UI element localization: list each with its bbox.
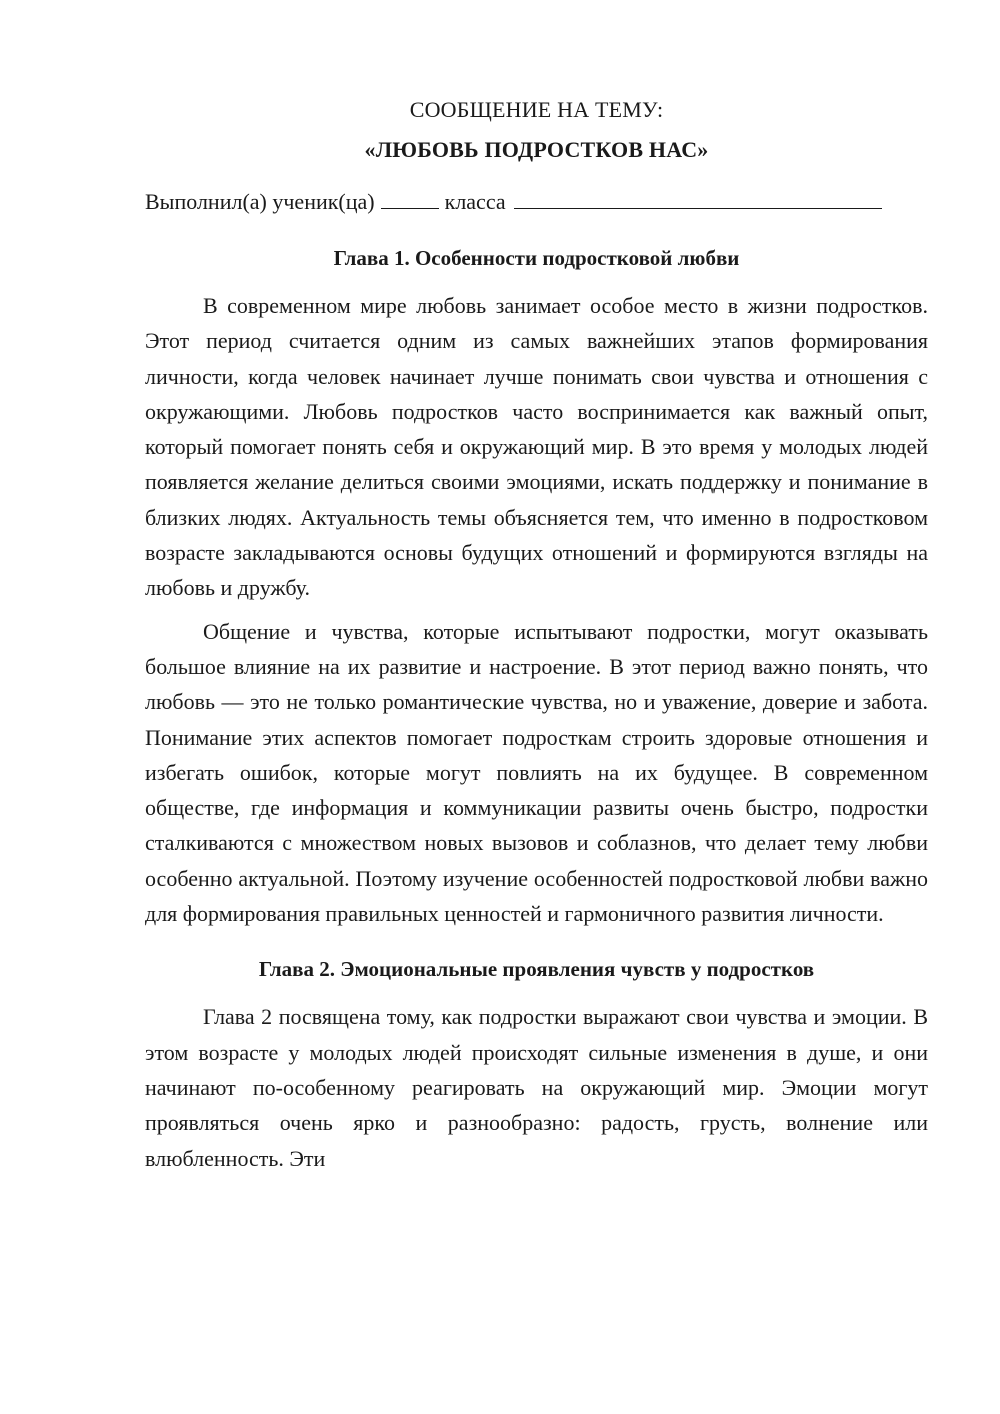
chapter1-heading: Глава 1. Особенности подростковой любви: [333, 246, 740, 270]
document-title-line2: «ЛЮБОВЬ ПОДРОСТКОВ НАС»: [364, 137, 709, 162]
author-line: [145, 184, 928, 220]
chapter1-paragraph-1: В современном мире любовь занимает особое место в жизни подростков. Этот период считается одним из самых важнейших этапов формирования личности, когда человек начинает лучше понимать свои чувства и отношения с окружающими. Любовь подростков часто воспринимается как важный опыт, который помогает понять себя и окружающий мир. В это время у молодых людей появляется желание делиться своими эмоциями, искать поддержку и понимание в близких людях. Актуальность темы объясняется тем, что именно в подростковом возрасте закладываются основы будущих отношений и формируются взгляды на любовь и дружбу.: [145, 293, 928, 601]
chapter1-paragraph-2: Общение и чувства, которые испытывают подростки, могут оказывать большое влияние на их развитие и настроение. В этот период важно понять, что любовь — это не только романтические чувства, но и уважение, доверие и забота. Понимание этих аспектов помогает подросткам строить здоровые отношения и избегать ошибок, которые могут повлиять на их будущее. В современном обществе, где информация и коммуникации развиты очень быстро, подростки сталкиваются с множеством новых вызовов и соблазнов, что делает тему любви особенно актуальной. Поэтому изучение особенностей подростковой любви важно для формирования правильных ценностей и гармоничного развития личности.: [145, 618, 928, 927]
grade-blank: [381, 188, 439, 209]
performed-by-label: Выполнил(а) ученик(ца): [145, 189, 375, 214]
class-blank: [514, 188, 882, 209]
class-label: класса: [444, 189, 506, 214]
chapter2-paragraph-1: Глава 2 посвящена тому, как подростки выражают свои чувства и эмоции. В этом возрасте у молодых людей происходят сильные изменения в душе, и они начинают по-особенному реагировать на окружающий мир. Эмоции могут проявляться очень ярко и разнообразно: радость, грусть, волнение или влюбленность. Эти: [145, 1004, 928, 1171]
document-title-line1: СООБЩЕНИЕ НА ТЕМУ:: [409, 97, 664, 122]
document-page: [145, 92, 928, 1184]
chapter2-heading: Глава 2. Эмоциональные проявления чувств у подростков: [258, 957, 815, 982]
